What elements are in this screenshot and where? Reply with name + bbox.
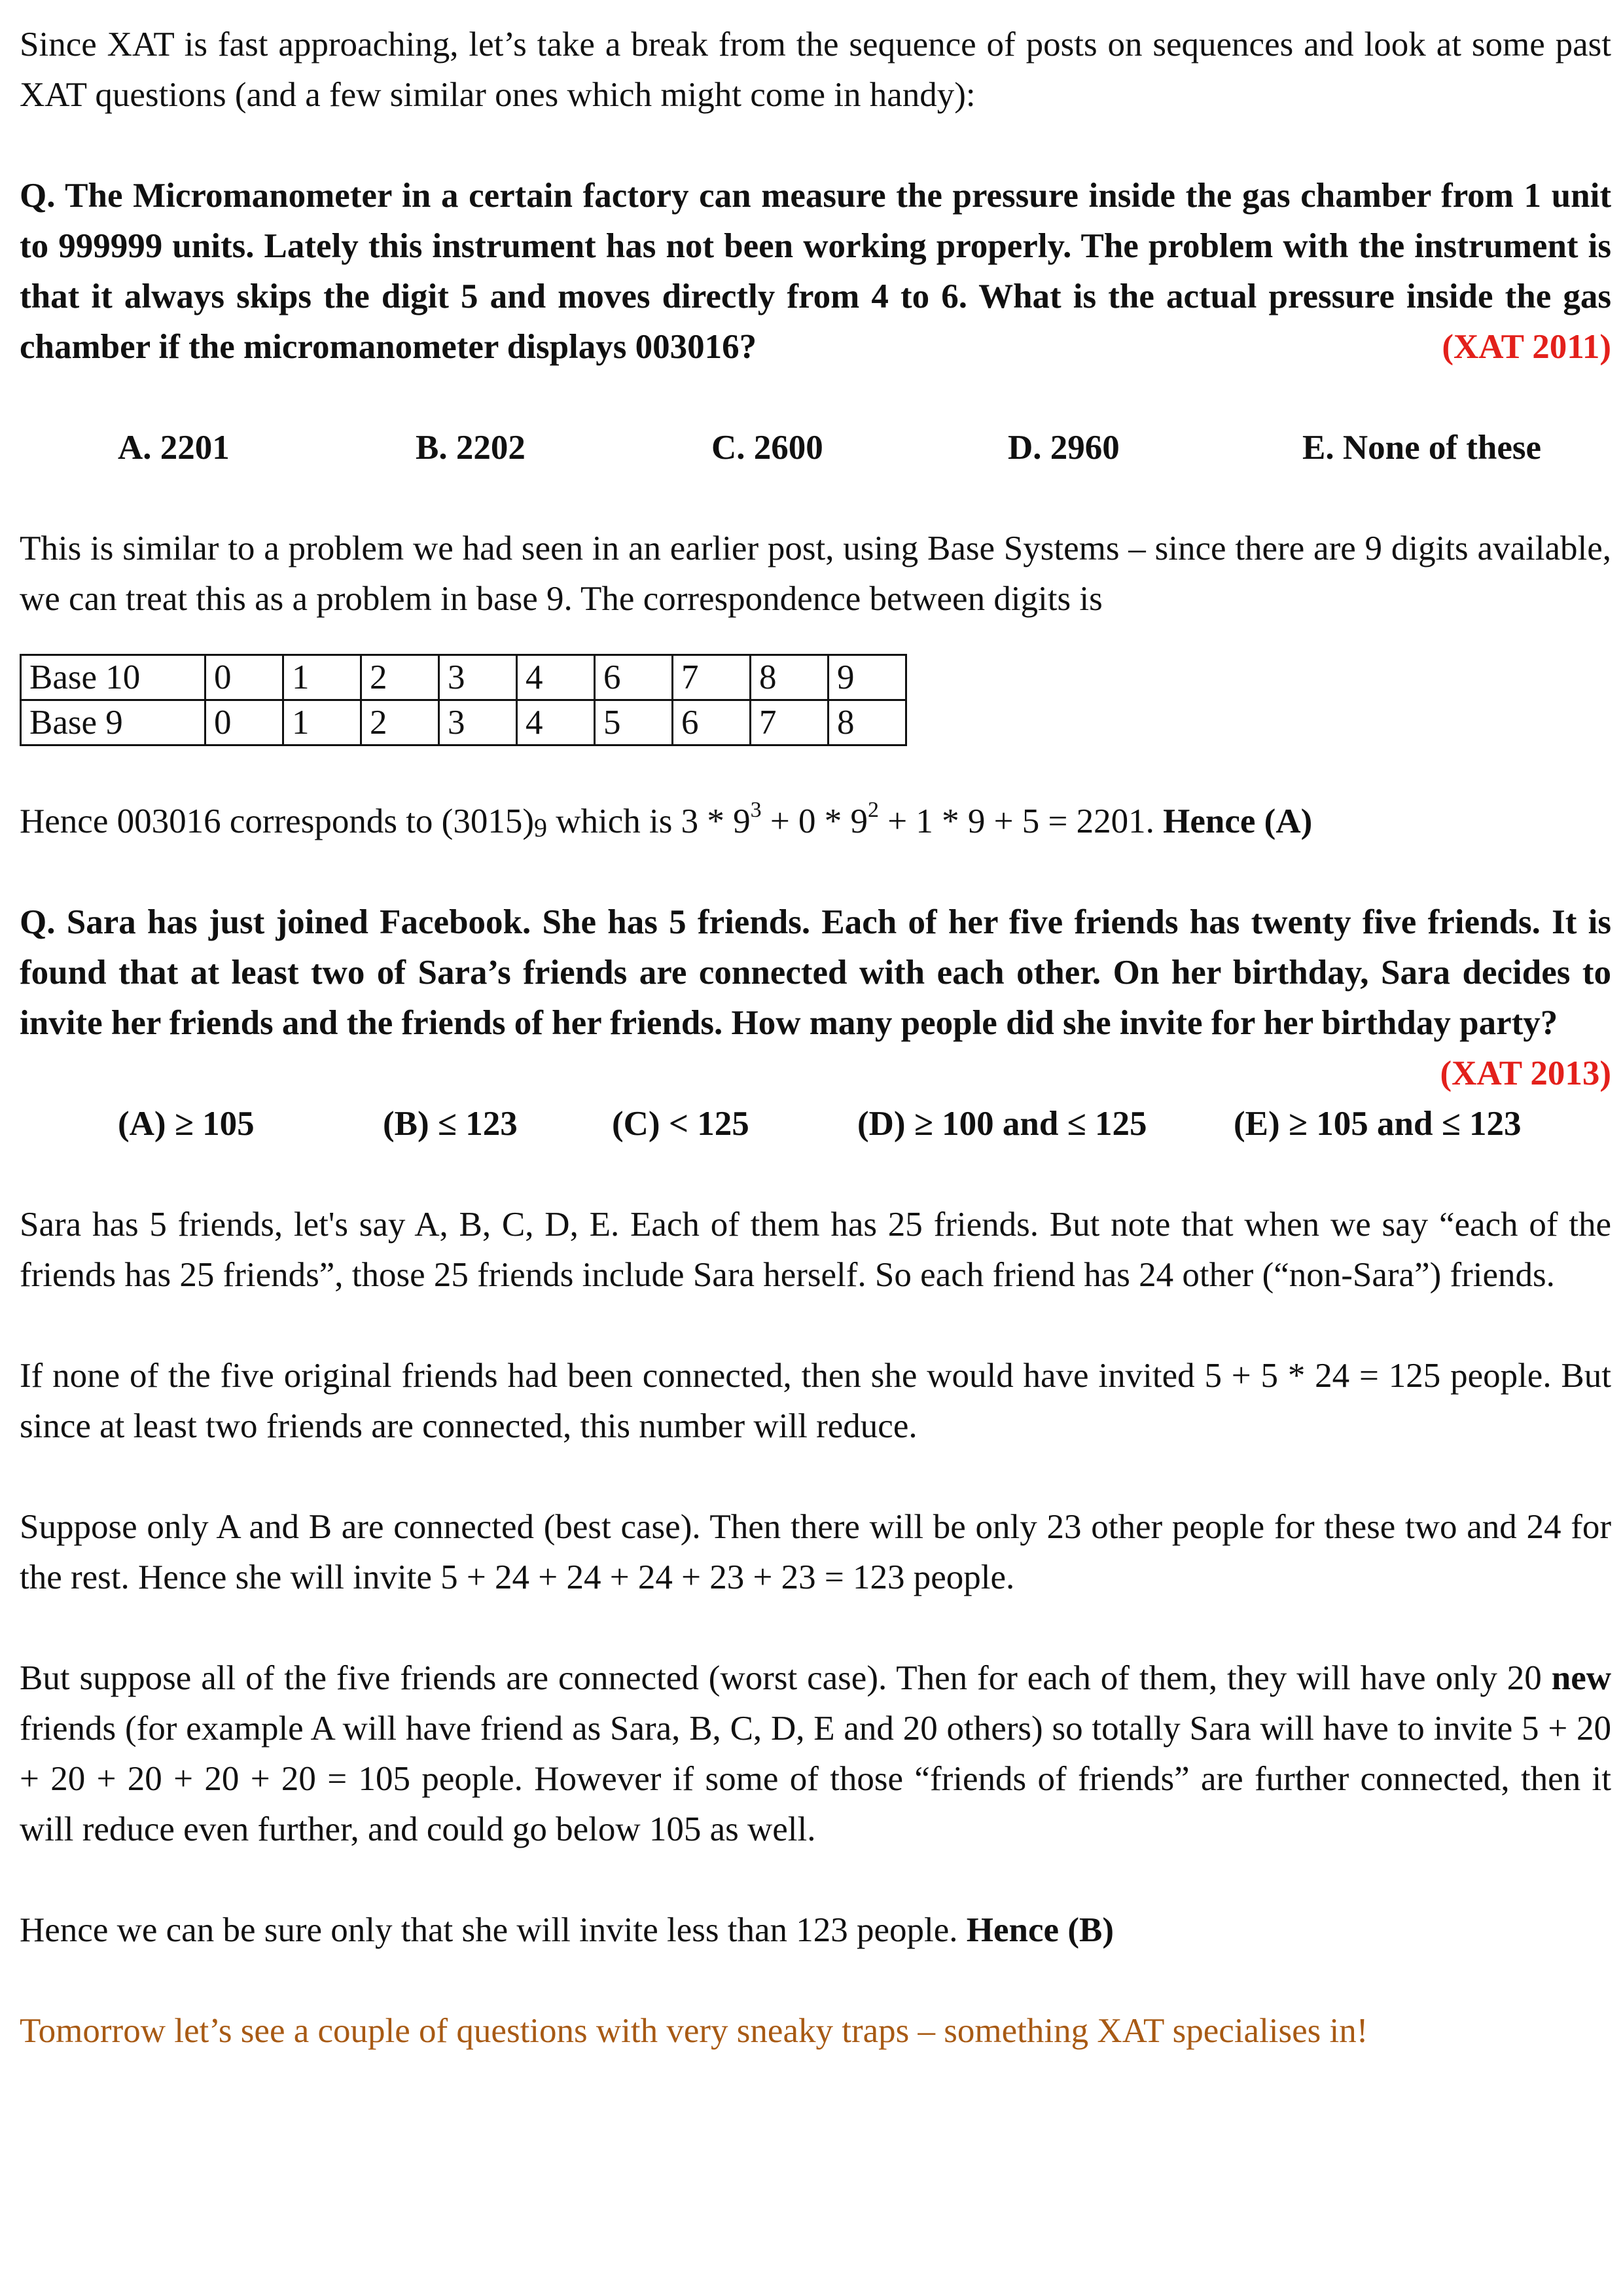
q2-option-d: (D) ≥ 100 and ≤ 125 bbox=[857, 1105, 1147, 1143]
table-cell: 4 bbox=[517, 700, 595, 745]
explanation-paragraph-1: Sara has 5 friends, let's say A, B, C, D, E. Each of them has 25 friends. But note that when we say “each of the friends has 25 friends”, those 25 friends include Sara herself. So each friend has 24 other (“non-Sara”) friends. bbox=[20, 1206, 1611, 1294]
answer-verdict: Hence (B) bbox=[966, 1911, 1114, 1949]
question-1-options bbox=[20, 423, 1611, 473]
question-1-text: Q. The Micromanometer in a certain factory can measure the pressure inside the gas chamber from 1 unit to 999999 units. Lately this instrument has not been working properly. The problem with the instrument is that it always skips the digit 5 and moves directly from 4 to 6. What is the actual pressure inside the gas chamber if the micromanometer displays 003016? bbox=[20, 177, 1611, 366]
table-cell: 7 bbox=[751, 700, 829, 745]
q2-option-c: (C) < 125 bbox=[612, 1105, 749, 1143]
table-cell: 2 bbox=[361, 655, 439, 700]
table-cell: 7 bbox=[673, 655, 751, 700]
explanation-paragraph-3: Suppose only A and B are connected (best case). Then there will be only 23 other people for these two and 24 for the rest. Hence she will invite 5 + 24 + 24 + 24 + 23 + 23 = 123 people. bbox=[20, 1508, 1611, 1596]
table-cell: 3 bbox=[439, 700, 517, 745]
answer-verdict: Hence (A) bbox=[1163, 802, 1313, 840]
question-1-explanation: This is similar to a problem we had seen in an earlier post, using Base Systems – since there are 9 digits available, we can treat this as a problem in base 9. The correspondence between digits is bbox=[20, 529, 1611, 618]
table-cell: 3 bbox=[439, 655, 517, 700]
table-cell: 8 bbox=[751, 655, 829, 700]
table-cell: 0 bbox=[205, 700, 283, 745]
explanation-paragraph-4 bbox=[20, 1653, 1611, 1855]
table-cell: 1 bbox=[283, 655, 361, 700]
exponent: 2 bbox=[867, 798, 879, 822]
base-correspondence-table bbox=[20, 654, 907, 746]
explanation-paragraph-2: If none of the five original friends had been connected, then she would have invited 5 + 5 * 24 = 125 people. But since at least two friends are connected, this number will reduce. bbox=[20, 1357, 1611, 1445]
q2-option-e: (E) ≥ 105 and ≤ 123 bbox=[1234, 1105, 1522, 1143]
row-label: Base 10 bbox=[21, 655, 205, 700]
answer-text: which is 3 * 9 bbox=[546, 802, 751, 840]
paragraph-text: friends (for example A will have friend as Sara, B, C, D, E and 20 others) so totally Sara will have to invite 5 + 20 + 20 + 20 + 20 + 20 = 105 people. However if some of those “friends of friends” are further connected, then it will reduce even further, and could go below 105 as well. bbox=[20, 1710, 1611, 1848]
answer-text: + 0 * 9 bbox=[761, 802, 868, 840]
table-cell: 9 bbox=[829, 655, 906, 700]
emphasis-new: new bbox=[1551, 1659, 1611, 1697]
paragraph-text: Hence we can be sure only that she will invite less than 123 people. bbox=[20, 1911, 967, 1949]
paragraph-text: But suppose all of the five friends are connected (worst case). Then for each of them, they will have only 20 bbox=[20, 1659, 1552, 1697]
question-2 bbox=[20, 897, 1611, 1092]
explanation-paragraph-5 bbox=[20, 1905, 1611, 1956]
q2-option-b: (B) ≤ 123 bbox=[383, 1105, 518, 1143]
table-cell: 4 bbox=[517, 655, 595, 700]
exponent: 3 bbox=[750, 798, 762, 822]
table-row bbox=[21, 655, 906, 700]
answer-text: Hence 003016 corresponds to (3015) bbox=[20, 802, 534, 840]
q2-option-a: (A) ≥ 105 bbox=[118, 1105, 255, 1143]
table-cell: 8 bbox=[829, 700, 906, 745]
question-2-tag: (XAT 2013) bbox=[1440, 1054, 1611, 1092]
table-cell: 1 bbox=[283, 700, 361, 745]
row-label: Base 9 bbox=[21, 700, 205, 745]
question-2-text: Q. Sara has just joined Facebook. She has 5 friends. Each of her five friends has twenty five friends. It is found that at least two of Sara’s friends are connected with each other. On her birthday, Sara decides to invite her friends and the friends of her friends. How many people did she invite for her birthday party? bbox=[20, 903, 1611, 1042]
question-1 bbox=[20, 171, 1611, 372]
table-cell: 2 bbox=[361, 700, 439, 745]
question-1-tag: (XAT 2011) bbox=[1442, 328, 1611, 366]
q1-option-c: C. 2600 bbox=[711, 429, 823, 467]
table-cell: 0 bbox=[205, 655, 283, 700]
page bbox=[20, 20, 1611, 2107]
q1-option-a: A. 2201 bbox=[118, 429, 230, 467]
table-cell: 6 bbox=[673, 700, 751, 745]
table-cell: 6 bbox=[595, 655, 673, 700]
table-cell: 5 bbox=[595, 700, 673, 745]
answer-text: + 1 * 9 + 5 = 2201. bbox=[878, 802, 1164, 840]
q1-option-b: B. 2202 bbox=[416, 429, 526, 467]
q1-option-d: D. 2960 bbox=[1008, 429, 1120, 467]
q1-option-e: E. None of these bbox=[1302, 429, 1542, 467]
question-1-answer bbox=[20, 797, 1611, 847]
subscript-base: 9 bbox=[533, 813, 547, 842]
question-2-options bbox=[20, 1099, 1611, 1149]
closing-note: Tomorrow let’s see a couple of questions with very sneaky traps – something XAT specialises in! bbox=[20, 2012, 1368, 2050]
table-row bbox=[21, 700, 906, 745]
intro-paragraph: Since XAT is fast approaching, let’s take a break from the sequence of posts on sequences and look at some past XAT questions (and a few similar ones which might come in handy): bbox=[20, 26, 1611, 114]
